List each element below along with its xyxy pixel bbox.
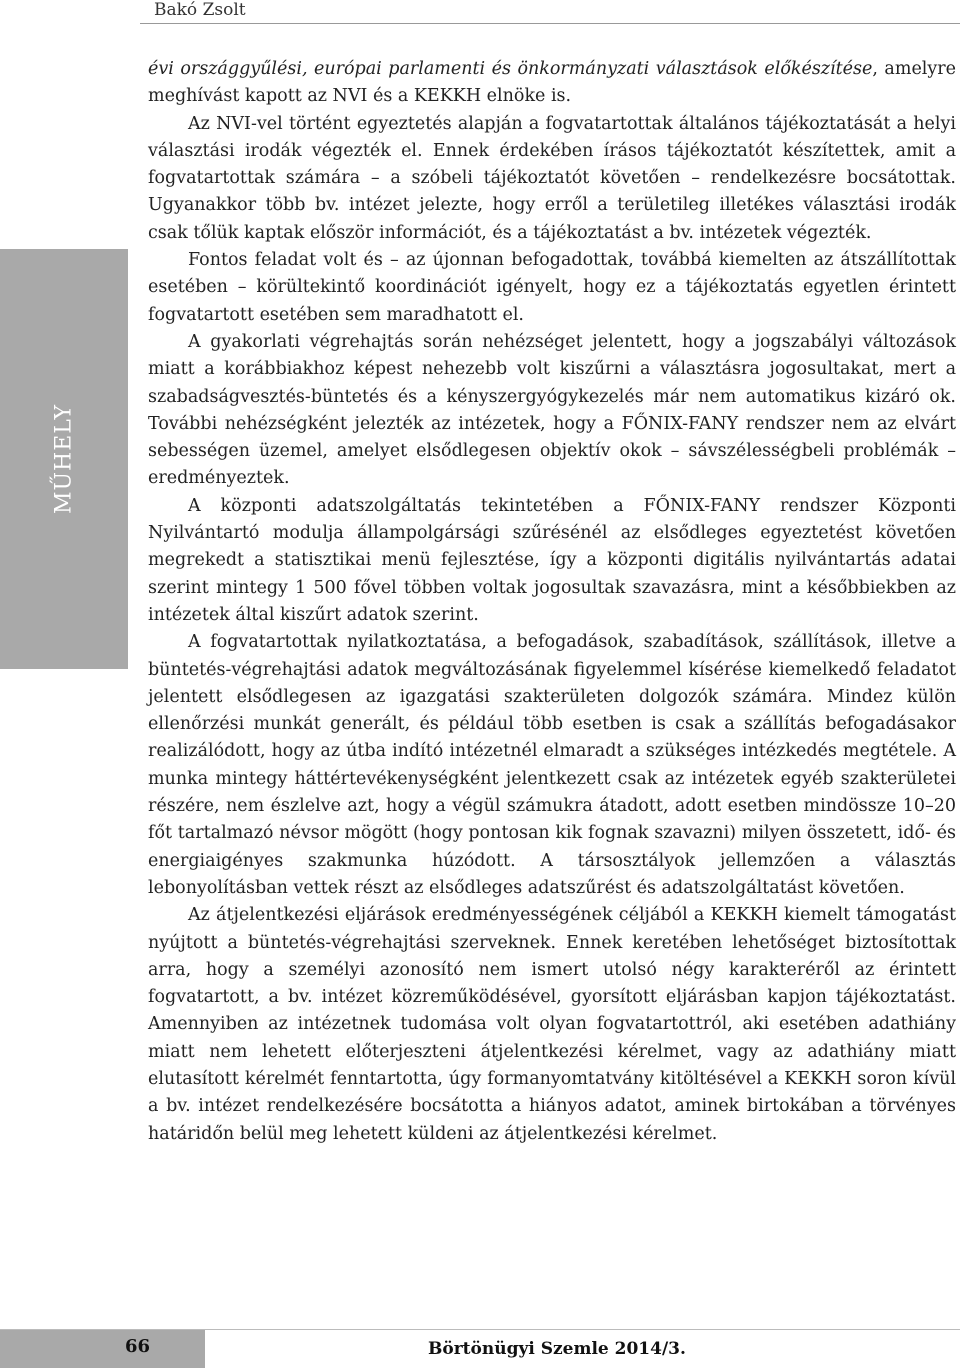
paragraph-1: Az NVI-vel történt egyeztetés alapján a fogvatartottak általános tájékoztatását a helyi választási irodák végezték el. Ennek érdekében írásos tájékoztatót készítettek, amit a fogvatartottak számára – a szóbeli tájékoztatót követően – rendelkezésre bocsátottak. Ugyanakkor több bv. intézet jelezte, hogy erről a területileg illetékes választási irodák csak tőlük kaptak először információt, és a tájékoztatást a bv. intézetek végezték. <box>148 113 956 243</box>
page-number: 66 <box>125 1336 151 1357</box>
page-number-box <box>0 1330 205 1368</box>
header-rule <box>140 23 960 24</box>
paragraph-3: A gyakorlati végrehajtás során nehézséget jelentett, hogy a jogszabályi változások miatt a korábbiakhoz képest nehezebb volt kiszűrni a választásra jogosultakat, mert a szabadságvesztés-büntetés és a kényszergyógykezelés már nem automatikus kizáró ok. További nehézségként jelezték az intézetek, hogy a FŐNIX-FANY rendszer nem az elvárt sebességen üzemel, amelyet elsődlegesen objektív okok – sávszélességbeli problémák – eredményeztek. <box>148 331 956 489</box>
running-header-author: Bakó Zsolt <box>154 0 246 20</box>
paragraph-6: Az átjelentkezési eljárások eredményességének céljából a KEKKH kiemelt támogatást nyújtott a büntetés-végrehajtási szerveknek. Ennek keretében lehetőséget biztosítottak arra, hogy a személyi azonosító nem ismert utolsó négy karakteréről az érintett fogvatartott, a bv. intézet közreműködésével, gyorsított eljárásban kapjon tájékoztatást. Amennyiben az intézetnek tudomása volt olyan fogvatartottról, aki esetében adathiány miatt nem lehetett előterjeszteni átjelentkezési kérelmet, vagy az adathiány miatt elutasított kérelmét fenntartotta, úgy formanyomtatvány kitöltésével a KEKKH soron kívül a bv. intézet rendelkezésére bocsátotta a hiányos adatot, aminek birtokában a törvényes határidőn belül meg lehetett küldeni az átjelentkezési kérelmet. <box>148 905 956 1144</box>
paragraph-0-italic: évi országgyűlési, európai parlamenti és önkormányzati választások előkészítése <box>148 59 873 79</box>
section-side-tab <box>0 249 128 669</box>
paragraph-5: A fogvatartottak nyilatkoztatása, a befogadások, szabadítások, szállítások, illetve a büntetés-végrehajtási adatok megváltozásának figyelemmel kísérése kiemelkedő feladatot jelentett elsődlegesen az igazgatási szakterületen dolgozók számára. Mindez külön ellenőrzési munkát generált, és például több esetben is csak a szállítás befogadásakor realizálódott, hogy az útba indító intézetnél elmaradt a szükséges intézkedés megtétele. A munka mintegy háttértevékenységként jelentkezett csak az intézetek egyéb szakterületei részére, nem észlelve azt, hogy a végül számukra átadott, adott esetben mindössze 10–20 főt tartalmazó névsor mögött (hogy pontosan kik fognak szavazni) milyen összetett, idő- és energiaigényes szakmunka húzódott. A társosztályok jellemzően a választás lebonyolításban vettek részt az elsődleges adatszűrést és adatszolgáltatást követően. <box>148 632 956 898</box>
paragraph-0-rest: , amelyre meghívást kapott az NVI és a KEKKH elnöke is. <box>148 59 957 107</box>
paragraph-0 <box>148 56 956 111</box>
section-side-tab-label: MŰHELY <box>51 403 77 515</box>
paragraph-4: A központi adatszolgáltatás tekintetében a FŐNIX-FANY rendszer Központi Nyilvántartó modulja állampolgársági szűrésénél az elsődleges egyeztetést követően megrekedt a statisztikai menü fejlesztése, így a központi digitális nyilvántartás adatai szerint mintegy 1 500 fővel többen voltak jogosultak szavazásra, mint a későbbiekben az intézetek által kiszűrt adatok szerint. <box>148 495 956 625</box>
paragraph-2: Fontos feladat volt és – az újonnan befogadottak, továbbá kiemelten az átszállítottak esetében – körültekintő koordinációt igényelt, hogy ez a tájékoztatás egyetlen érintett fogvatartott esetében sem maradhatott el. <box>148 250 956 325</box>
journal-title: Börtönügyi Szemle 2014/3. <box>428 1339 686 1359</box>
article-body <box>148 56 956 1148</box>
